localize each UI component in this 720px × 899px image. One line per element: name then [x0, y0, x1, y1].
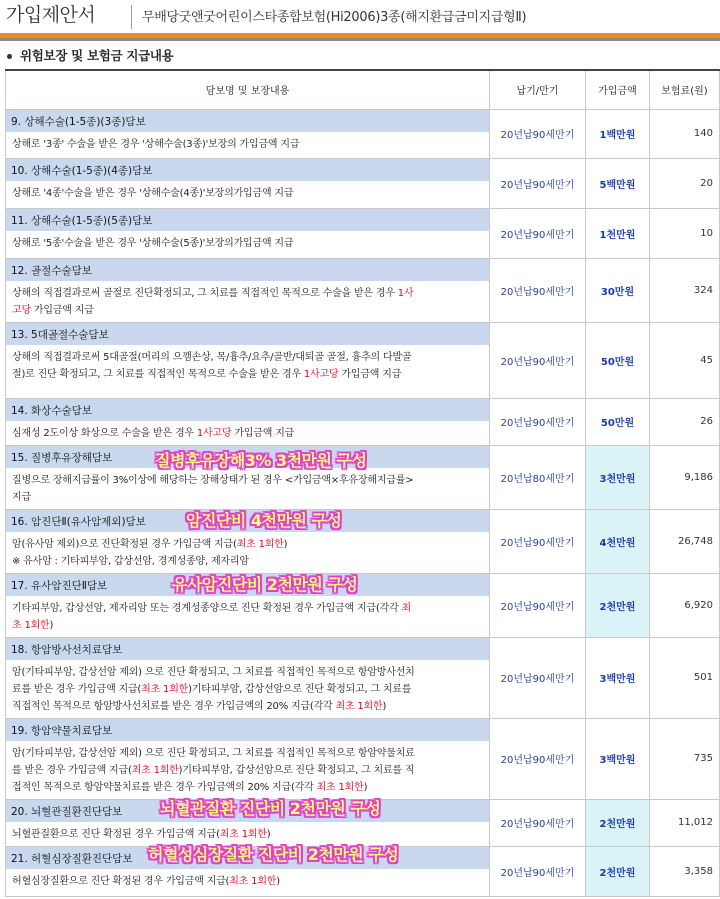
coverage-name: 15. 질병후유장해담보	[6, 446, 489, 468]
highlighted-text: 최초 1회한	[335, 700, 383, 712]
coverage-description	[6, 231, 489, 255]
coverage-description	[6, 596, 489, 637]
table-row	[6, 573, 720, 637]
description-text: 가입금액 지급	[338, 368, 402, 380]
premium-cell: 735	[650, 718, 720, 799]
coverage-cell	[6, 637, 490, 718]
term-cell: 20년납90세만기	[490, 509, 586, 573]
description-text: 접적인 목적으로 항암약물치료를 받은 경우 가입금액의 20% 지급(각각	[12, 781, 317, 793]
description-text: 직접적인 목적으로 항암방사선치료를 받은 경우 가입금액의 20% 지급(각각	[12, 700, 336, 712]
premium-cell: 11,012	[650, 799, 720, 846]
header-underline	[0, 38, 720, 41]
coverage-description	[6, 468, 489, 509]
term-cell: 20년납90세만기	[490, 799, 586, 846]
coverage-name: 9. 상해수술(1-5종)(3종)담보	[6, 110, 489, 132]
description-line	[12, 681, 483, 698]
description-line	[12, 617, 483, 634]
description-text: 지급	[12, 491, 31, 503]
document-title: 가입제안서	[6, 4, 96, 26]
description-line	[12, 698, 483, 715]
table-row	[6, 208, 720, 258]
amount-cell: 30만원	[586, 258, 650, 322]
term-cell: 20년납90세만기	[490, 109, 586, 158]
column-header-term: 납기/만기	[490, 70, 586, 109]
annotation-minor-cancer-diagnosis: 유사암진단비 2천만원 구성	[172, 575, 358, 594]
bullet-icon	[7, 54, 12, 59]
term-cell: 20년납80세만기	[490, 445, 586, 509]
coverage-name: 17. 유사암진단Ⅱ담보	[6, 574, 489, 596]
description-line	[12, 366, 483, 383]
column-header-premium: 보험료(원)	[650, 70, 720, 109]
description-line	[12, 472, 483, 489]
description-line	[12, 285, 483, 302]
table-row	[6, 509, 720, 573]
coverage-name: 11. 상해수술(1-5종)(5종)담보	[6, 209, 489, 231]
amount-cell: 50만원	[586, 398, 650, 445]
coverage-name: 14. 화상수술담보	[6, 399, 489, 421]
amount-cell: 3천만원	[586, 445, 650, 509]
description-line	[12, 553, 483, 570]
amount-cell: 5백만원	[586, 158, 650, 208]
highlighted-text: 최초 1회한	[316, 781, 364, 793]
premium-cell: 26,748	[650, 509, 720, 573]
column-header-amount: 가입금액	[586, 70, 650, 109]
description-text: 뇌혈관질환으로 진단 확정된 경우 가입금액 지급(	[12, 828, 220, 840]
premium-cell: 324	[650, 258, 720, 322]
coverage-name: 20. 뇌혈관질환진단담보	[6, 800, 489, 822]
description-text: 상해로 '3종' 수술을 받은 경우 '상해수술(3종)'보장의 가입금액 지급	[12, 138, 300, 150]
coverage-name: 12. 골절수술담보	[6, 259, 489, 281]
description-line	[12, 302, 483, 319]
coverage-name: 13. 5대골절수술담보	[6, 323, 489, 345]
coverage-description	[6, 741, 489, 799]
description-line	[12, 349, 483, 366]
amount-cell: 2천만원	[586, 573, 650, 637]
table-header-row	[6, 70, 720, 109]
description-text: 상해의 직접결과로써 5대골절(머리의 으깸손상, 목/흉추/요추/골반/대퇴골 골절, 흉추의 다발골	[12, 351, 412, 363]
description-text: )기타피부암, 갑상선암으로 진단 확정되고, 그 치료를 직	[178, 764, 415, 776]
description-line	[12, 425, 483, 442]
term-cell: 20년납90세만기	[490, 398, 586, 445]
term-cell: 20년납90세만기	[490, 322, 586, 398]
term-cell: 20년납90세만기	[490, 208, 586, 258]
table-row	[6, 258, 720, 322]
premium-cell: 9,186	[650, 445, 720, 509]
coverage-cell	[6, 258, 490, 322]
highlighted-text: 1사고당	[303, 368, 339, 380]
description-text: ※ 유사암 : 기타피부암, 갑상선암, 경계성종양, 제자리암	[12, 555, 249, 567]
product-name: 무배당굿앤굿어린이스타종합보험(Hi2006)3종(해지환급금미지급형Ⅱ)	[142, 10, 527, 25]
table-row	[6, 637, 720, 718]
coverage-cell	[6, 718, 490, 799]
premium-cell: 20	[650, 158, 720, 208]
annotation-ischemic-heart-diagnosis: 허혈성심장질환 진단비 2천만원 구성	[148, 845, 399, 864]
description-text: 상해의 직접결과로써 골절로 진단확정되고, 그 치료를 직접적인 목적으로 수술을 받은 경우	[12, 287, 398, 299]
annotation-cancer-diagnosis: 암진단비 4천만원 구성	[186, 511, 342, 530]
amount-cell: 2천만원	[586, 799, 650, 846]
coverage-cell	[6, 158, 490, 208]
amount-cell: 50만원	[586, 322, 650, 398]
section-title	[7, 46, 173, 64]
amount-cell: 3백만원	[586, 718, 650, 799]
description-text: 료를 받은 경우 가입금액 지급(	[12, 683, 142, 695]
highlighted-text: 최초 1회한	[219, 828, 267, 840]
description-text: 절)로 진단 확정되고, 그 치료를 직접적인 목적으로 수술을 받은 경우	[12, 368, 304, 380]
amount-cell: 2천만원	[586, 846, 650, 896]
description-text: 암(유사암 제외)으로 진단확정된 경우 가입금액 지급(	[12, 538, 237, 550]
highlighted-text: 최초 1회한	[236, 538, 284, 550]
premium-cell: 3,358	[650, 846, 720, 896]
highlighted-text: 1사고당	[196, 427, 232, 439]
term-cell: 20년납90세만기	[490, 846, 586, 896]
description-line	[12, 745, 483, 762]
description-line	[12, 600, 483, 617]
amount-cell: 3백만원	[586, 637, 650, 718]
description-text: 암(기타피부암, 갑상선암 제외) 으로 진단 확정되고, 그 치료를 직접적인 목적으로 항암방사선치	[12, 666, 415, 678]
highlighted-text: 고당	[12, 304, 31, 316]
coverage-description	[6, 281, 489, 322]
annotation-cerebrovascular-diagnosis: 뇌혈관질환 진단비 2천만원 구성	[160, 799, 381, 818]
highlighted-text: 최	[401, 602, 411, 614]
amount-cell: 1백만원	[586, 109, 650, 158]
term-cell: 20년납90세만기	[490, 718, 586, 799]
amount-cell: 1천만원	[586, 208, 650, 258]
table-row	[6, 158, 720, 208]
description-line	[12, 536, 483, 553]
description-text: )기타피부암, 갑상선암으로 진단 확정되고, 그 치료를	[188, 683, 412, 695]
coverage-description	[6, 181, 489, 205]
description-text: )	[382, 700, 387, 712]
description-text: )	[283, 538, 288, 550]
highlighted-text: 1사	[397, 287, 414, 299]
coverage-name: 16. 암진단Ⅱ(유사암제외)담보	[6, 510, 489, 532]
term-cell: 20년납90세만기	[490, 158, 586, 208]
coverage-name: 10. 상해수술(1-5종)(4종)담보	[6, 159, 489, 181]
table-row	[6, 398, 720, 445]
premium-cell: 26	[650, 398, 720, 445]
description-line	[12, 779, 483, 796]
table-row	[6, 718, 720, 799]
description-line	[12, 762, 483, 779]
description-text: 기타피부암, 갑상선암, 제자리암 또는 경계성종양으로 진단 확정된 경우 가입금액 지급(각각	[12, 602, 402, 614]
description-line	[12, 136, 483, 153]
description-text: )	[266, 828, 271, 840]
coverage-name: 18. 항암방사선치료담보	[6, 638, 489, 660]
coverage-name: 19. 항암약물치료담보	[6, 719, 489, 741]
coverage-cell	[6, 109, 490, 158]
description-line	[12, 873, 483, 890]
coverage-description	[6, 532, 489, 573]
description-text: )	[276, 875, 280, 887]
description-text: 심재성 2도이상 화상으로 수술을 받은 경우	[12, 427, 197, 439]
description-text: 상해로 '4종'수술을 받은 경우 '상해수술(4종)'보장의가입금액 지급	[12, 187, 294, 199]
description-text: 허혈심장질환으로 진단 확정된 경우 가입금액 지급(	[12, 875, 230, 887]
coverage-cell	[6, 398, 490, 445]
highlighted-text: 최초 1회한	[131, 764, 179, 776]
description-text: 가입금액 지급	[30, 304, 94, 316]
description-text: )	[49, 619, 54, 631]
coverage-description	[6, 132, 489, 156]
premium-cell: 140	[650, 109, 720, 158]
amount-cell: 4천만원	[586, 509, 650, 573]
premium-cell: 10	[650, 208, 720, 258]
table-row	[6, 322, 720, 398]
description-line	[12, 664, 483, 681]
coverage-description	[6, 660, 489, 718]
premium-cell: 501	[650, 637, 720, 718]
description-text: 가입금액 지급	[231, 427, 295, 439]
description-line	[12, 489, 483, 506]
description-line	[12, 185, 483, 202]
coverage-cell	[6, 208, 490, 258]
column-header-coverage: 담보명 및 보장내용	[6, 70, 490, 109]
coverage-table	[5, 69, 720, 897]
coverage-description	[6, 869, 489, 893]
premium-cell: 45	[650, 322, 720, 398]
description-text: 상해로 '5종'수술을 받은 경우 '상해수술(5종)'보장의가입금액 지급	[12, 237, 294, 249]
coverage-cell	[6, 322, 490, 398]
table-row	[6, 109, 720, 158]
description-text: 질병으로 장해지급률이 3%이상에 해당하는 장해상태가 된 경우 <가입금액×후유장해지급률>	[12, 474, 414, 486]
description-text: 를 받은 경우 가입금액 지급(	[12, 764, 132, 776]
term-cell: 20년납90세만기	[490, 258, 586, 322]
highlighted-text: 최초 1회한	[229, 875, 277, 887]
description-line	[12, 235, 483, 252]
coverage-description	[6, 345, 489, 386]
document-header	[0, 0, 720, 34]
description-text: 암(기타피부암, 갑상선암 제외) 으로 진단 확정되고, 그 치료를 직접적인 목적으로 항암약물치료	[12, 747, 415, 759]
term-cell: 20년납90세만기	[490, 637, 586, 718]
header-divider	[131, 5, 132, 29]
section-title-text: 위험보장 및 보험금 지급내용	[20, 48, 174, 63]
premium-cell: 6,920	[650, 573, 720, 637]
highlighted-text: 최초 1회한	[141, 683, 189, 695]
description-text: )	[363, 781, 368, 793]
highlighted-text: 초 1회한	[12, 619, 50, 631]
annotation-disease-disability: 질병후유장해3% 3천만원 구성	[155, 451, 367, 470]
coverage-name: 21. 허혈심장질환진단담보	[6, 847, 489, 869]
term-cell: 20년납90세만기	[490, 573, 586, 637]
coverage-description	[6, 421, 489, 445]
description-line	[12, 826, 483, 843]
